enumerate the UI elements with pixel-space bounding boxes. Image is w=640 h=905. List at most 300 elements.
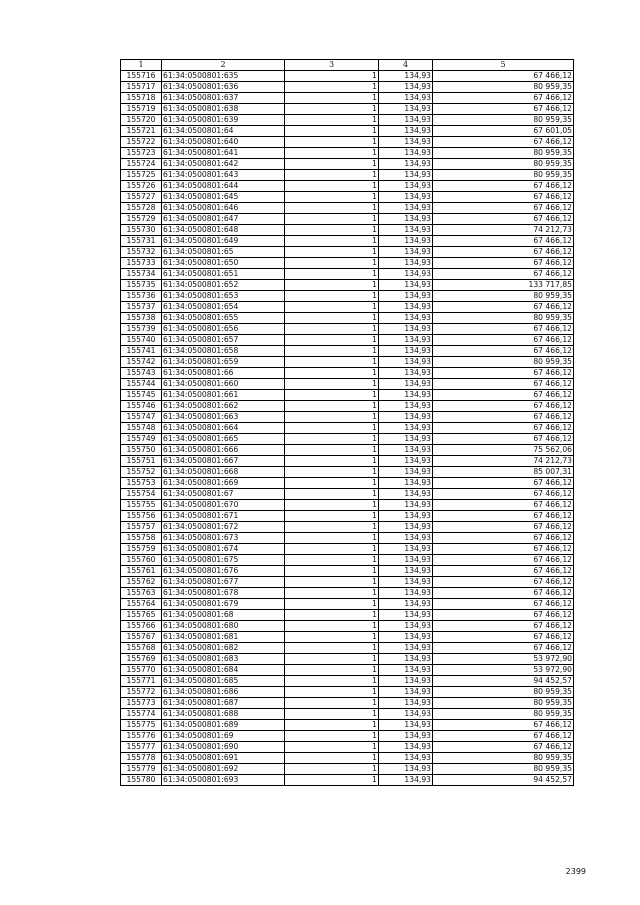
table-row (121, 676, 574, 687)
table-row (121, 544, 574, 555)
area-cell: 134,93 (379, 467, 433, 478)
row-number-cell: 155727 (121, 192, 162, 203)
cadastral-value-cell: 67 466,12 (433, 412, 574, 423)
table-row (121, 632, 574, 643)
cadastral-number-cell: 61:34:0500801:683 (162, 654, 285, 665)
table-row (121, 302, 574, 313)
row-number-cell: 155736 (121, 291, 162, 302)
table-row (121, 159, 574, 170)
cadastral-value-cell: 80 959,35 (433, 357, 574, 368)
table-row (121, 247, 574, 258)
table-row (121, 71, 574, 82)
cadastral-number-cell: 61:34:0500801:690 (162, 742, 285, 753)
cadastral-number-cell: 61:34:0500801:65 (162, 247, 285, 258)
quantity-cell: 1 (285, 368, 379, 379)
quantity-cell: 1 (285, 511, 379, 522)
table-row (121, 599, 574, 610)
quantity-cell: 1 (285, 775, 379, 786)
row-number-cell: 155744 (121, 379, 162, 390)
cadastral-value-cell: 53 972,90 (433, 665, 574, 676)
cadastral-value-cell: 67 466,12 (433, 192, 574, 203)
cadastral-number-cell: 61:34:0500801:669 (162, 478, 285, 489)
cadastral-number-cell: 61:34:0500801:679 (162, 599, 285, 610)
row-number-cell: 155758 (121, 533, 162, 544)
quantity-cell: 1 (285, 159, 379, 170)
row-number-cell: 155766 (121, 621, 162, 632)
area-cell: 134,93 (379, 742, 433, 753)
cadastral-number-cell: 61:34:0500801:646 (162, 203, 285, 214)
row-number-cell: 155748 (121, 423, 162, 434)
cadastral-number-cell: 61:34:0500801:636 (162, 82, 285, 93)
cadastral-value-cell: 67 466,12 (433, 302, 574, 313)
cadastral-value-cell: 67 466,12 (433, 379, 574, 390)
table-row (121, 764, 574, 775)
quantity-cell: 1 (285, 544, 379, 555)
row-number-cell: 155778 (121, 753, 162, 764)
row-number-cell: 155769 (121, 654, 162, 665)
area-cell: 134,93 (379, 577, 433, 588)
cadastral-value-cell: 94 452,57 (433, 676, 574, 687)
cadastral-number-cell: 61:34:0500801:691 (162, 753, 285, 764)
row-number-cell: 155723 (121, 148, 162, 159)
row-number-cell: 155720 (121, 115, 162, 126)
column-header-2: 2 (162, 60, 285, 71)
cadastral-value-cell: 67 466,12 (433, 478, 574, 489)
area-cell: 134,93 (379, 115, 433, 126)
row-number-cell: 155735 (121, 280, 162, 291)
table-row (121, 643, 574, 654)
row-number-cell: 155754 (121, 489, 162, 500)
area-cell: 134,93 (379, 203, 433, 214)
area-cell: 134,93 (379, 313, 433, 324)
quantity-cell: 1 (285, 456, 379, 467)
cadastral-value-cell: 75 562,06 (433, 445, 574, 456)
cadastral-value-cell: 67 466,12 (433, 544, 574, 555)
cadastral-value-cell: 67 466,12 (433, 236, 574, 247)
row-number-cell: 155738 (121, 313, 162, 324)
table-row (121, 731, 574, 742)
quantity-cell: 1 (285, 621, 379, 632)
area-cell: 134,93 (379, 588, 433, 599)
cadastral-value-cell: 67 466,12 (433, 511, 574, 522)
cadastral-value-cell: 67 601,05 (433, 126, 574, 137)
cadastral-value-cell: 67 466,12 (433, 335, 574, 346)
cadastral-number-cell: 61:34:0500801:651 (162, 269, 285, 280)
row-number-cell: 155780 (121, 775, 162, 786)
cadastral-value-cell: 67 466,12 (433, 368, 574, 379)
row-number-cell: 155773 (121, 698, 162, 709)
quantity-cell: 1 (285, 71, 379, 82)
cadastral-number-cell: 61:34:0500801:66 (162, 368, 285, 379)
area-cell: 134,93 (379, 775, 433, 786)
table-row (121, 390, 574, 401)
area-cell: 134,93 (379, 753, 433, 764)
row-number-cell: 155756 (121, 511, 162, 522)
quantity-cell: 1 (285, 698, 379, 709)
row-number-cell: 155768 (121, 643, 162, 654)
table-row (121, 401, 574, 412)
row-number-cell: 155717 (121, 82, 162, 93)
table-row (121, 621, 574, 632)
quantity-cell: 1 (285, 467, 379, 478)
area-cell: 134,93 (379, 225, 433, 236)
table-row (121, 720, 574, 731)
table-row (121, 577, 574, 588)
table-row (121, 467, 574, 478)
row-number-cell: 155767 (121, 632, 162, 643)
quantity-cell: 1 (285, 115, 379, 126)
area-cell: 134,93 (379, 654, 433, 665)
cadastral-value-cell: 80 959,35 (433, 764, 574, 775)
cadastral-number-cell: 61:34:0500801:680 (162, 621, 285, 632)
row-number-cell: 155757 (121, 522, 162, 533)
cadastral-number-cell: 61:34:0500801:674 (162, 544, 285, 555)
area-cell: 134,93 (379, 82, 433, 93)
area-cell: 134,93 (379, 258, 433, 269)
row-number-cell: 155726 (121, 181, 162, 192)
table-row (121, 148, 574, 159)
cadastral-number-cell: 61:34:0500801:639 (162, 115, 285, 126)
area-cell: 134,93 (379, 269, 433, 280)
quantity-cell: 1 (285, 126, 379, 137)
table-row (121, 775, 574, 786)
quantity-cell: 1 (285, 390, 379, 401)
cadastral-value-cell: 80 959,35 (433, 709, 574, 720)
cadastral-number-cell: 61:34:0500801:654 (162, 302, 285, 313)
quantity-cell: 1 (285, 753, 379, 764)
cadastral-number-cell: 61:34:0500801:648 (162, 225, 285, 236)
area-cell: 134,93 (379, 280, 433, 291)
area-cell: 134,93 (379, 93, 433, 104)
cadastral-number-cell: 61:34:0500801:688 (162, 709, 285, 720)
cadastral-number-cell: 61:34:0500801:687 (162, 698, 285, 709)
area-cell: 134,93 (379, 291, 433, 302)
area-cell: 134,93 (379, 544, 433, 555)
cadastral-value-cell: 67 466,12 (433, 643, 574, 654)
area-cell: 134,93 (379, 434, 433, 445)
quantity-cell: 1 (285, 192, 379, 203)
cadastral-value-cell: 74 212,73 (433, 456, 574, 467)
quantity-cell: 1 (285, 599, 379, 610)
row-number-cell: 155742 (121, 357, 162, 368)
cadastral-value-cell: 67 466,12 (433, 489, 574, 500)
cadastral-number-cell: 61:34:0500801:64 (162, 126, 285, 137)
area-cell: 134,93 (379, 643, 433, 654)
cadastral-number-cell: 61:34:0500801:645 (162, 192, 285, 203)
area-cell: 134,93 (379, 137, 433, 148)
area-cell: 134,93 (379, 148, 433, 159)
row-number-cell: 155728 (121, 203, 162, 214)
cadastral-value-cell: 53 972,90 (433, 654, 574, 665)
cadastral-number-cell: 61:34:0500801:676 (162, 566, 285, 577)
quantity-cell: 1 (285, 555, 379, 566)
area-cell: 134,93 (379, 676, 433, 687)
cadastral-value-cell: 67 466,12 (433, 577, 574, 588)
quantity-cell: 1 (285, 335, 379, 346)
cadastral-number-cell: 61:34:0500801:67 (162, 489, 285, 500)
cadastral-value-cell: 80 959,35 (433, 291, 574, 302)
table-row (121, 434, 574, 445)
row-number-cell: 155716 (121, 71, 162, 82)
quantity-cell: 1 (285, 412, 379, 423)
quantity-cell: 1 (285, 445, 379, 456)
row-number-cell: 155743 (121, 368, 162, 379)
table-row (121, 709, 574, 720)
cadastral-number-cell: 61:34:0500801:689 (162, 720, 285, 731)
row-number-cell: 155747 (121, 412, 162, 423)
table-row (121, 82, 574, 93)
table-row (121, 379, 574, 390)
area-cell: 134,93 (379, 390, 433, 401)
quantity-cell: 1 (285, 764, 379, 775)
quantity-cell: 1 (285, 148, 379, 159)
area-cell: 134,93 (379, 412, 433, 423)
cadastral-number-cell: 61:34:0500801:660 (162, 379, 285, 390)
row-number-cell: 155724 (121, 159, 162, 170)
row-number-cell: 155719 (121, 104, 162, 115)
cadastral-number-cell: 61:34:0500801:655 (162, 313, 285, 324)
quantity-cell: 1 (285, 533, 379, 544)
table-row (121, 412, 574, 423)
quantity-cell: 1 (285, 434, 379, 445)
table-row (121, 665, 574, 676)
cadastral-value-cell: 67 466,12 (433, 423, 574, 434)
table-row (121, 456, 574, 467)
cadastral-value-cell: 67 466,12 (433, 434, 574, 445)
table-row (121, 687, 574, 698)
area-cell: 134,93 (379, 104, 433, 115)
area-cell: 134,93 (379, 368, 433, 379)
cadastral-value-cell: 67 466,12 (433, 203, 574, 214)
area-cell: 134,93 (379, 522, 433, 533)
cadastral-number-cell: 61:34:0500801:649 (162, 236, 285, 247)
row-number-cell: 155774 (121, 709, 162, 720)
row-number-cell: 155745 (121, 390, 162, 401)
column-header-1: 1 (121, 60, 162, 71)
cadastral-value-cell: 67 466,12 (433, 324, 574, 335)
area-cell: 134,93 (379, 764, 433, 775)
cadastral-number-cell: 61:34:0500801:663 (162, 412, 285, 423)
cadastral-value-cell: 94 452,57 (433, 775, 574, 786)
area-cell: 134,93 (379, 621, 433, 632)
area-cell: 134,93 (379, 214, 433, 225)
quantity-cell: 1 (285, 610, 379, 621)
table-row (121, 423, 574, 434)
row-number-cell: 155771 (121, 676, 162, 687)
cadastral-value-cell: 67 466,12 (433, 533, 574, 544)
row-number-cell: 155765 (121, 610, 162, 621)
cadastral-number-cell: 61:34:0500801:640 (162, 137, 285, 148)
area-cell: 134,93 (379, 126, 433, 137)
cadastral-value-cell: 67 466,12 (433, 522, 574, 533)
cadastral-value-cell: 80 959,35 (433, 148, 574, 159)
table-row (121, 181, 574, 192)
table-row (121, 588, 574, 599)
cadastral-number-cell: 61:34:0500801:664 (162, 423, 285, 434)
quantity-cell: 1 (285, 82, 379, 93)
table-row (121, 742, 574, 753)
cadastral-value-cell: 67 466,12 (433, 181, 574, 192)
cadastral-value-cell: 67 466,12 (433, 390, 574, 401)
table-row (121, 511, 574, 522)
area-cell: 134,93 (379, 192, 433, 203)
row-number-cell: 155759 (121, 544, 162, 555)
row-number-cell: 155770 (121, 665, 162, 676)
cadastral-number-cell: 61:34:0500801:684 (162, 665, 285, 676)
quantity-cell: 1 (285, 632, 379, 643)
table-row (121, 357, 574, 368)
cadastral-value-cell: 80 959,35 (433, 753, 574, 764)
row-number-cell: 155725 (121, 170, 162, 181)
row-number-cell: 155750 (121, 445, 162, 456)
cadastral-value-table (120, 59, 574, 786)
area-cell: 134,93 (379, 632, 433, 643)
quantity-cell: 1 (285, 291, 379, 302)
row-number-cell: 155772 (121, 687, 162, 698)
table-row (121, 126, 574, 137)
cadastral-value-cell: 80 959,35 (433, 159, 574, 170)
table-row (121, 522, 574, 533)
area-cell: 134,93 (379, 324, 433, 335)
quantity-cell: 1 (285, 709, 379, 720)
area-cell: 134,93 (379, 181, 433, 192)
header-row (121, 60, 574, 71)
quantity-cell: 1 (285, 720, 379, 731)
quantity-cell: 1 (285, 742, 379, 753)
table-row (121, 324, 574, 335)
quantity-cell: 1 (285, 577, 379, 588)
table-row (121, 654, 574, 665)
area-cell: 134,93 (379, 335, 433, 346)
table-row (121, 533, 574, 544)
cadastral-number-cell: 61:34:0500801:69 (162, 731, 285, 742)
area-cell: 134,93 (379, 566, 433, 577)
cadastral-number-cell: 61:34:0500801:662 (162, 401, 285, 412)
cadastral-number-cell: 61:34:0500801:682 (162, 643, 285, 654)
cadastral-number-cell: 61:34:0500801:641 (162, 148, 285, 159)
table-row (121, 500, 574, 511)
table-row (121, 555, 574, 566)
area-cell: 134,93 (379, 159, 433, 170)
table-row (121, 698, 574, 709)
area-cell: 134,93 (379, 357, 433, 368)
cadastral-number-cell: 61:34:0500801:670 (162, 500, 285, 511)
quantity-cell: 1 (285, 93, 379, 104)
row-number-cell: 155779 (121, 764, 162, 775)
area-cell: 134,93 (379, 478, 433, 489)
quantity-cell: 1 (285, 302, 379, 313)
cadastral-number-cell: 61:34:0500801:644 (162, 181, 285, 192)
cadastral-number-cell: 61:34:0500801:635 (162, 71, 285, 82)
area-cell: 134,93 (379, 599, 433, 610)
area-cell: 134,93 (379, 423, 433, 434)
row-number-cell: 155749 (121, 434, 162, 445)
table-row (121, 214, 574, 225)
cadastral-number-cell: 61:34:0500801:671 (162, 511, 285, 522)
cadastral-value-cell: 67 466,12 (433, 258, 574, 269)
cadastral-value-cell: 67 466,12 (433, 632, 574, 643)
area-cell: 134,93 (379, 489, 433, 500)
cadastral-number-cell: 61:34:0500801:667 (162, 456, 285, 467)
row-number-cell: 155737 (121, 302, 162, 313)
page-number: 2399 (565, 867, 586, 876)
table-body (121, 71, 574, 786)
row-number-cell: 155760 (121, 555, 162, 566)
table-row (121, 753, 574, 764)
cadastral-number-cell: 61:34:0500801:675 (162, 555, 285, 566)
row-number-cell: 155739 (121, 324, 162, 335)
quantity-cell: 1 (285, 665, 379, 676)
cadastral-number-cell: 61:34:0500801:677 (162, 577, 285, 588)
quantity-cell: 1 (285, 269, 379, 280)
column-header-4: 4 (379, 60, 433, 71)
quantity-cell: 1 (285, 522, 379, 533)
quantity-cell: 1 (285, 687, 379, 698)
area-cell: 134,93 (379, 445, 433, 456)
cadastral-value-cell: 67 466,12 (433, 137, 574, 148)
cadastral-number-cell: 61:34:0500801:638 (162, 104, 285, 115)
table-row (121, 137, 574, 148)
row-number-cell: 155733 (121, 258, 162, 269)
quantity-cell: 1 (285, 258, 379, 269)
cadastral-number-cell: 61:34:0500801:647 (162, 214, 285, 225)
cadastral-value-cell: 80 959,35 (433, 687, 574, 698)
row-number-cell: 155775 (121, 720, 162, 731)
cadastral-value-cell: 67 466,12 (433, 247, 574, 258)
table-row (121, 225, 574, 236)
row-number-cell: 155776 (121, 731, 162, 742)
cadastral-number-cell: 61:34:0500801:68 (162, 610, 285, 621)
quantity-cell: 1 (285, 280, 379, 291)
cadastral-value-cell: 67 466,12 (433, 610, 574, 621)
table-row (121, 566, 574, 577)
quantity-cell: 1 (285, 643, 379, 654)
quantity-cell: 1 (285, 401, 379, 412)
area-cell: 134,93 (379, 401, 433, 412)
quantity-cell: 1 (285, 423, 379, 434)
quantity-cell: 1 (285, 500, 379, 511)
table-row (121, 335, 574, 346)
quantity-cell: 1 (285, 203, 379, 214)
quantity-cell: 1 (285, 654, 379, 665)
row-number-cell: 155730 (121, 225, 162, 236)
quantity-cell: 1 (285, 566, 379, 577)
cadastral-number-cell: 61:34:0500801:650 (162, 258, 285, 269)
table-row (121, 478, 574, 489)
table-row (121, 203, 574, 214)
cadastral-value-cell: 80 959,35 (433, 82, 574, 93)
area-cell: 134,93 (379, 71, 433, 82)
area-cell: 134,93 (379, 236, 433, 247)
row-number-cell: 155763 (121, 588, 162, 599)
cadastral-number-cell: 61:34:0500801:652 (162, 280, 285, 291)
cadastral-value-cell: 67 466,12 (433, 599, 574, 610)
cadastral-value-cell: 67 466,12 (433, 742, 574, 753)
cadastral-value-cell: 67 466,12 (433, 588, 574, 599)
table-row (121, 368, 574, 379)
area-cell: 134,93 (379, 665, 433, 676)
area-cell: 134,93 (379, 610, 433, 621)
table-row (121, 258, 574, 269)
quantity-cell: 1 (285, 676, 379, 687)
column-header-3: 3 (285, 60, 379, 71)
table-row (121, 346, 574, 357)
table-row (121, 291, 574, 302)
area-cell: 134,93 (379, 687, 433, 698)
cadastral-number-cell: 61:34:0500801:653 (162, 291, 285, 302)
cadastral-value-cell: 67 466,12 (433, 269, 574, 280)
cadastral-number-cell: 61:34:0500801:692 (162, 764, 285, 775)
